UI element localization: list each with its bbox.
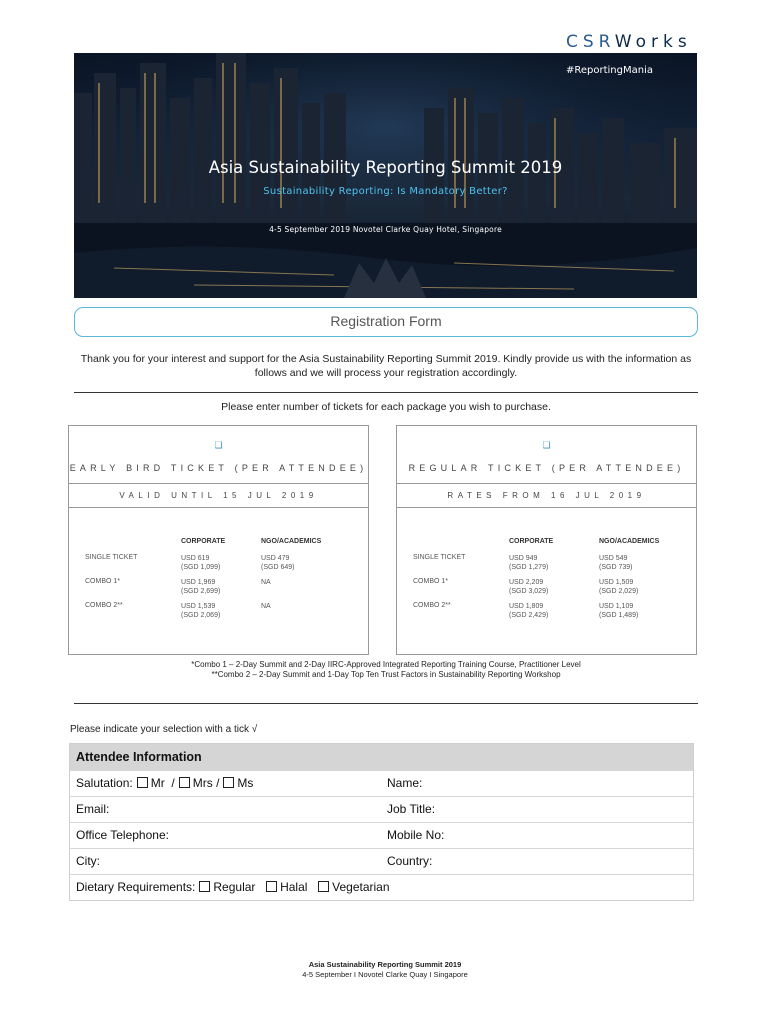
price-cell[interactable]: USD 949 (SGD 1,279) [509, 555, 549, 571]
country-field[interactable]: Country: [387, 854, 433, 868]
ticket-instruction: Please enter number of tickets for each package you wish to purchase. [221, 401, 551, 413]
early-bird-validity: VALID UNTIL 15 JUL 2019 [69, 483, 368, 508]
separator: / [171, 776, 175, 790]
ms-checkbox[interactable] [223, 777, 234, 788]
table-row [70, 848, 693, 874]
footer-details: 4-5 September I Novotel Clarke Quay I Singapore [302, 970, 468, 979]
intro-text: Thank you for your interest and support for the Asia Sustainability Reporting Summit 2019. Kindly provide us with the information as follows and we will process your registration accordingly. [80, 353, 692, 379]
price-cell[interactable]: USD 549 (SGD 739) [599, 555, 633, 571]
footer-title: Asia Sustainability Reporting Summit 2019 [308, 960, 462, 969]
summit-title: Asia Sustainability Reporting Summit 2019 [208, 158, 563, 177]
name-field[interactable]: Name: [387, 776, 423, 790]
table-row [70, 770, 693, 796]
price-cell[interactable]: USD 2,209 (SGD 3,029) [509, 579, 549, 595]
column-header-corporate: CORPORATE [181, 538, 226, 545]
row-label-combo2: COMBO 2** [85, 602, 123, 609]
regular-label: Regular [213, 880, 256, 894]
column-header-corporate: CORPORATE [509, 538, 554, 545]
vegetarian-label: Vegetarian [332, 880, 390, 894]
regular-title: REGULAR TICKET (PER ATTENDEE) [408, 463, 685, 473]
vegetarian-checkbox[interactable] [318, 881, 329, 892]
row-label-combo2: COMBO 2** [413, 602, 451, 609]
row-label-single: SINGLE TICKET [413, 554, 466, 561]
csrworks-logo [566, 32, 692, 52]
price-cell[interactable]: USD 1,809 (SGD 2,429) [509, 603, 549, 619]
pin-icon: ❏ [214, 440, 223, 450]
price-cell[interactable]: USD 1,109 (SGD 1,489) [599, 603, 639, 619]
price-cell[interactable]: USD 479 (SGD 649) [261, 555, 295, 571]
attendee-information-table [69, 743, 694, 901]
column-header-ngo: NGO/ACADEMICS [599, 538, 660, 545]
early-bird-ticket-box [68, 425, 369, 655]
row-label-combo1: COMBO 1* [413, 578, 449, 585]
halal-checkbox[interactable] [266, 881, 277, 892]
hashtag-text: #ReportingMania [566, 65, 653, 76]
salutation-field [76, 771, 253, 796]
price-cell[interactable]: NA [261, 603, 271, 610]
row-label-single: SINGLE TICKET [85, 554, 138, 561]
city-field[interactable]: City: [76, 854, 100, 868]
divider [74, 703, 698, 704]
price-cell[interactable]: USD 1,509 (SGD 2,029) [599, 579, 639, 595]
logo-part-works: Works [614, 32, 692, 52]
registration-form-title: Registration Form [74, 307, 698, 337]
summit-date-venue: 4-5 September 2019 Novotel Clarke Quay Hotel, Singapore [269, 225, 502, 234]
mr-checkbox[interactable] [137, 777, 148, 788]
halal-label: Halal [280, 880, 308, 894]
price-cell[interactable]: USD 1,969 (SGD 2,699) [181, 579, 221, 595]
page-footer [0, 960, 770, 980]
table-row [70, 822, 693, 848]
regular-rates-from: RATES FROM 16 JUL 2019 [397, 483, 696, 508]
mr-label: Mr [150, 776, 165, 790]
divider [74, 392, 698, 393]
price-cell[interactable]: USD 1,539 (SGD 2,069) [181, 603, 221, 619]
job-title-field[interactable]: Job Title: [387, 802, 436, 816]
price-cell[interactable]: USD 619 (SGD 1,099) [181, 555, 221, 571]
regular-ticket-box [396, 425, 697, 655]
ms-label: Ms [237, 776, 254, 790]
regular-checkbox[interactable] [199, 881, 210, 892]
attendee-header: Attendee Information [70, 744, 693, 770]
email-field[interactable]: Email: [76, 802, 110, 816]
dietary-field [76, 875, 390, 900]
office-telephone-field[interactable]: Office Telephone: [76, 828, 169, 842]
summit-subtitle: Sustainability Reporting: Is Mandatory Better? [263, 186, 508, 197]
table-row [70, 874, 693, 900]
combo-notes [74, 660, 698, 680]
tick-instruction: Please indicate your selection with a tick √ [70, 724, 258, 735]
salutation-label: Salutation: [76, 776, 133, 790]
price-cell[interactable]: NA [261, 579, 271, 586]
combo1-note: *Combo 1 – 2-Day Summit and 2-Day IIRC-Approved Integrated Reporting Training Course, Practitioner Level [191, 660, 581, 669]
table-row [70, 796, 693, 822]
row-label-combo1: COMBO 1* [85, 578, 121, 585]
dietary-label: Dietary Requirements: [76, 880, 196, 894]
combo2-note: **Combo 2 – 2-Day Summit and 1-Day Top Ten Trust Factors in Sustainability Reporting Workshop [211, 670, 561, 679]
mrs-checkbox[interactable] [179, 777, 190, 788]
summit-banner [74, 53, 697, 298]
mrs-label: Mrs [192, 776, 213, 790]
pin-icon: ❏ [542, 440, 551, 450]
column-header-ngo: NGO/ACADEMICS [261, 538, 322, 545]
logo-part-csr: CSR [566, 32, 615, 52]
mobile-field[interactable]: Mobile No: [387, 828, 445, 842]
separator: / [216, 776, 220, 790]
early-bird-title: EARLY BIRD TICKET (PER ATTENDEE) [69, 463, 368, 473]
